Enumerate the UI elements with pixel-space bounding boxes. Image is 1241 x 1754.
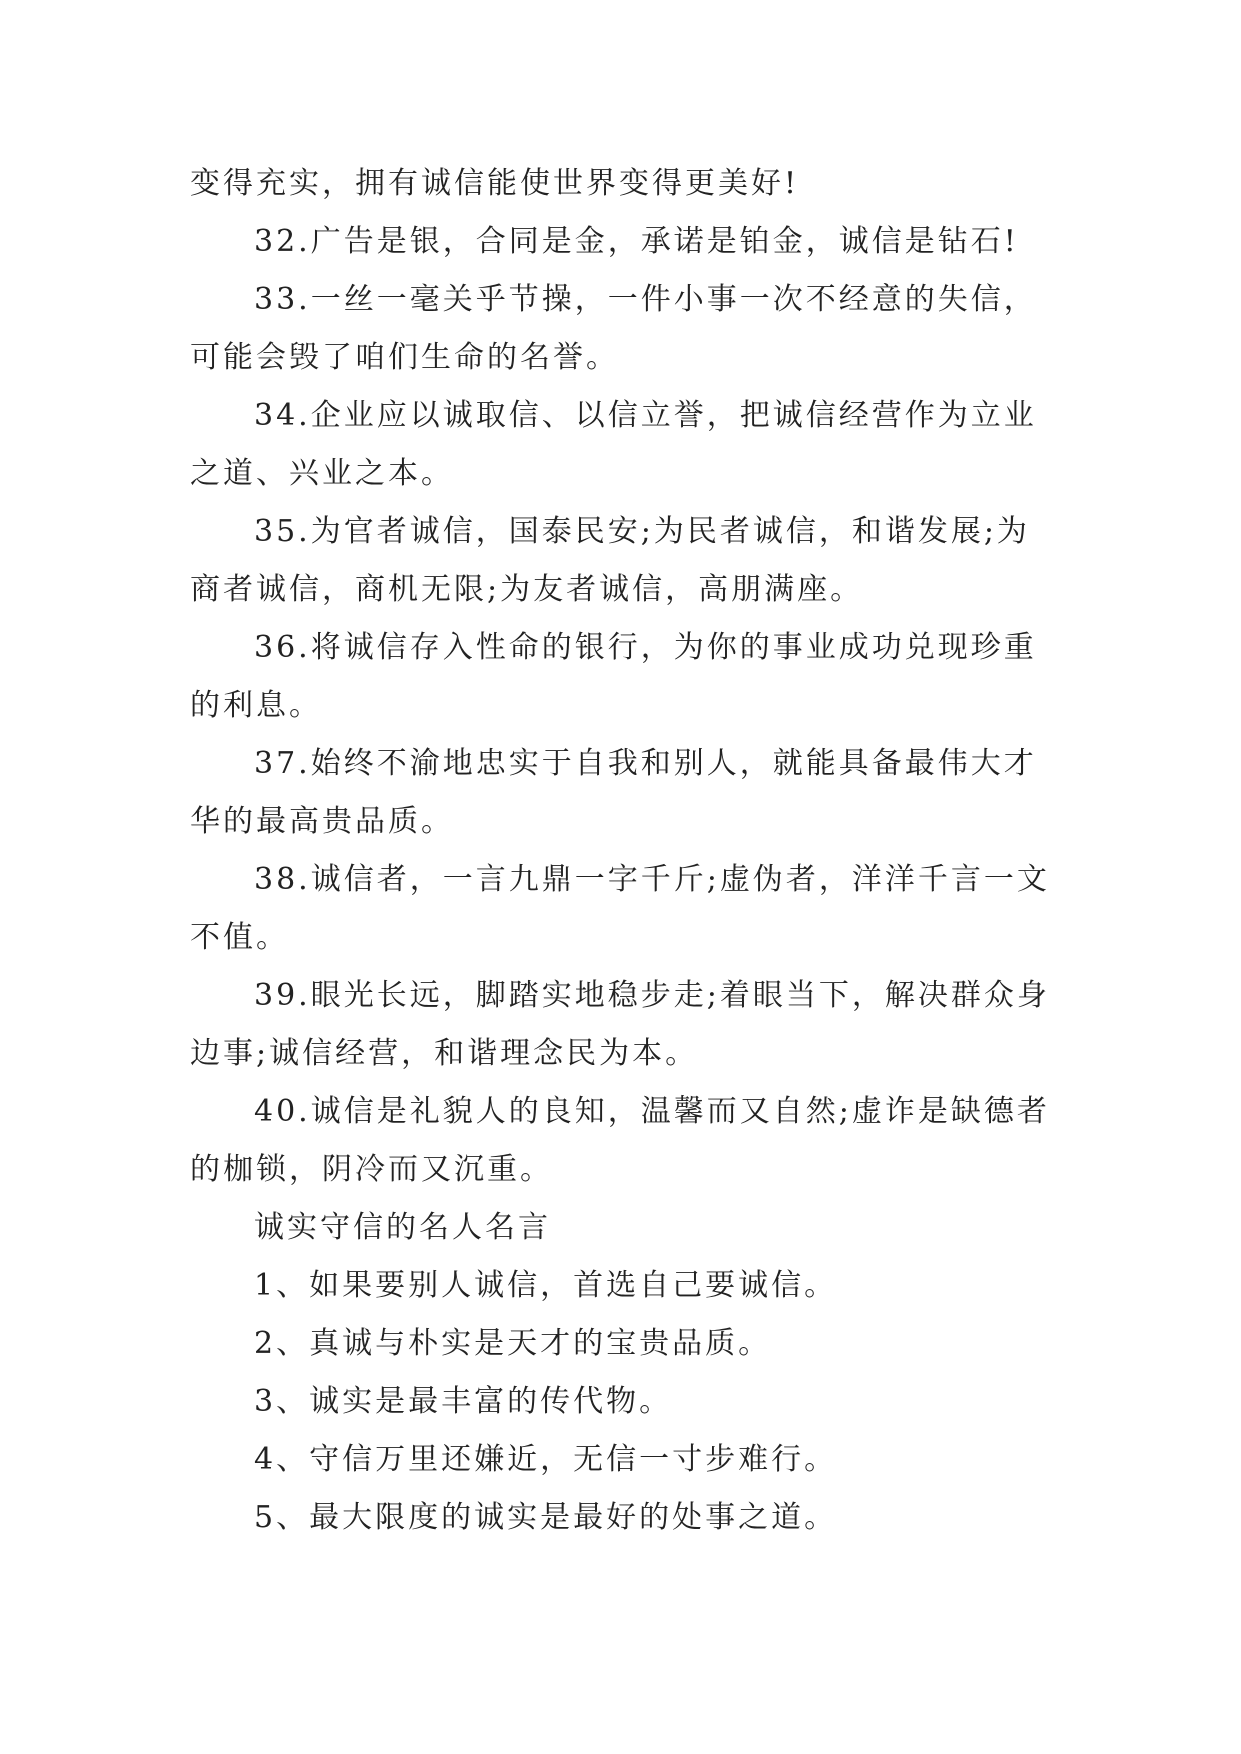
text-line: 之道、兴业之本。 bbox=[190, 456, 454, 491]
text-line: 的利息。 bbox=[190, 688, 322, 723]
quote-item: 1、如果要别人诚信，首选自己要诚信。 bbox=[254, 1268, 838, 1303]
text-line: 38.诚信者，一言九鼎一字千斤;虚伪者，洋洋千言一文 bbox=[254, 862, 1050, 897]
quote-item: 2、真诚与朴实是天才的宝贵品质。 bbox=[254, 1326, 772, 1361]
text-line: 商者诚信，商机无限;为友者诚信，高朋满座。 bbox=[190, 572, 864, 607]
text-line: 37.始终不渝地忠实于自我和别人，就能具备最伟大才 bbox=[254, 746, 1037, 781]
text-line: 的枷锁，阴冷而又沉重。 bbox=[190, 1152, 553, 1187]
text-line: 边事;诚信经营，和谐理念民为本。 bbox=[190, 1036, 699, 1071]
document-body bbox=[190, 155, 1050, 1547]
text-line: 变得充实，拥有诚信能使世界变得更美好! bbox=[190, 166, 800, 201]
text-line: 可能会毁了咱们生命的名誉。 bbox=[190, 340, 619, 375]
text-line: 33.一丝一毫关乎节操，一件小事一次不经意的失信， bbox=[254, 282, 1037, 317]
text-line: 34.企业应以诚取信、以信立誉，把诚信经营作为立业 bbox=[254, 398, 1037, 433]
text-line: 不值。 bbox=[190, 920, 289, 955]
text-line: 36.将诚信存入性命的银行，为你的事业成功兑现珍重 bbox=[254, 630, 1037, 665]
text-line: 35.为官者诚信，国泰民安;为民者诚信，和谐发展;为 bbox=[254, 514, 1030, 549]
quote-item: 5、最大限度的诚实是最好的处事之道。 bbox=[254, 1500, 838, 1535]
quote-item: 4、守信万里还嫌近，无信一寸步难行。 bbox=[254, 1442, 838, 1477]
text-line: 39.眼光长远，脚踏实地稳步走;着眼当下，解决群众身 bbox=[254, 978, 1050, 1013]
quote-item: 3、诚实是最丰富的传代物。 bbox=[254, 1384, 673, 1419]
text-line: 32.广告是银，合同是金，承诺是铂金，诚信是钻石! bbox=[254, 224, 1019, 259]
text-line: 华的最高贵品质。 bbox=[190, 804, 454, 839]
section-heading: 诚实守信的名人名言 bbox=[254, 1210, 551, 1245]
text-line: 40.诚信是礼貌人的良知，温馨而又自然;虚诈是缺德者 bbox=[254, 1094, 1050, 1129]
